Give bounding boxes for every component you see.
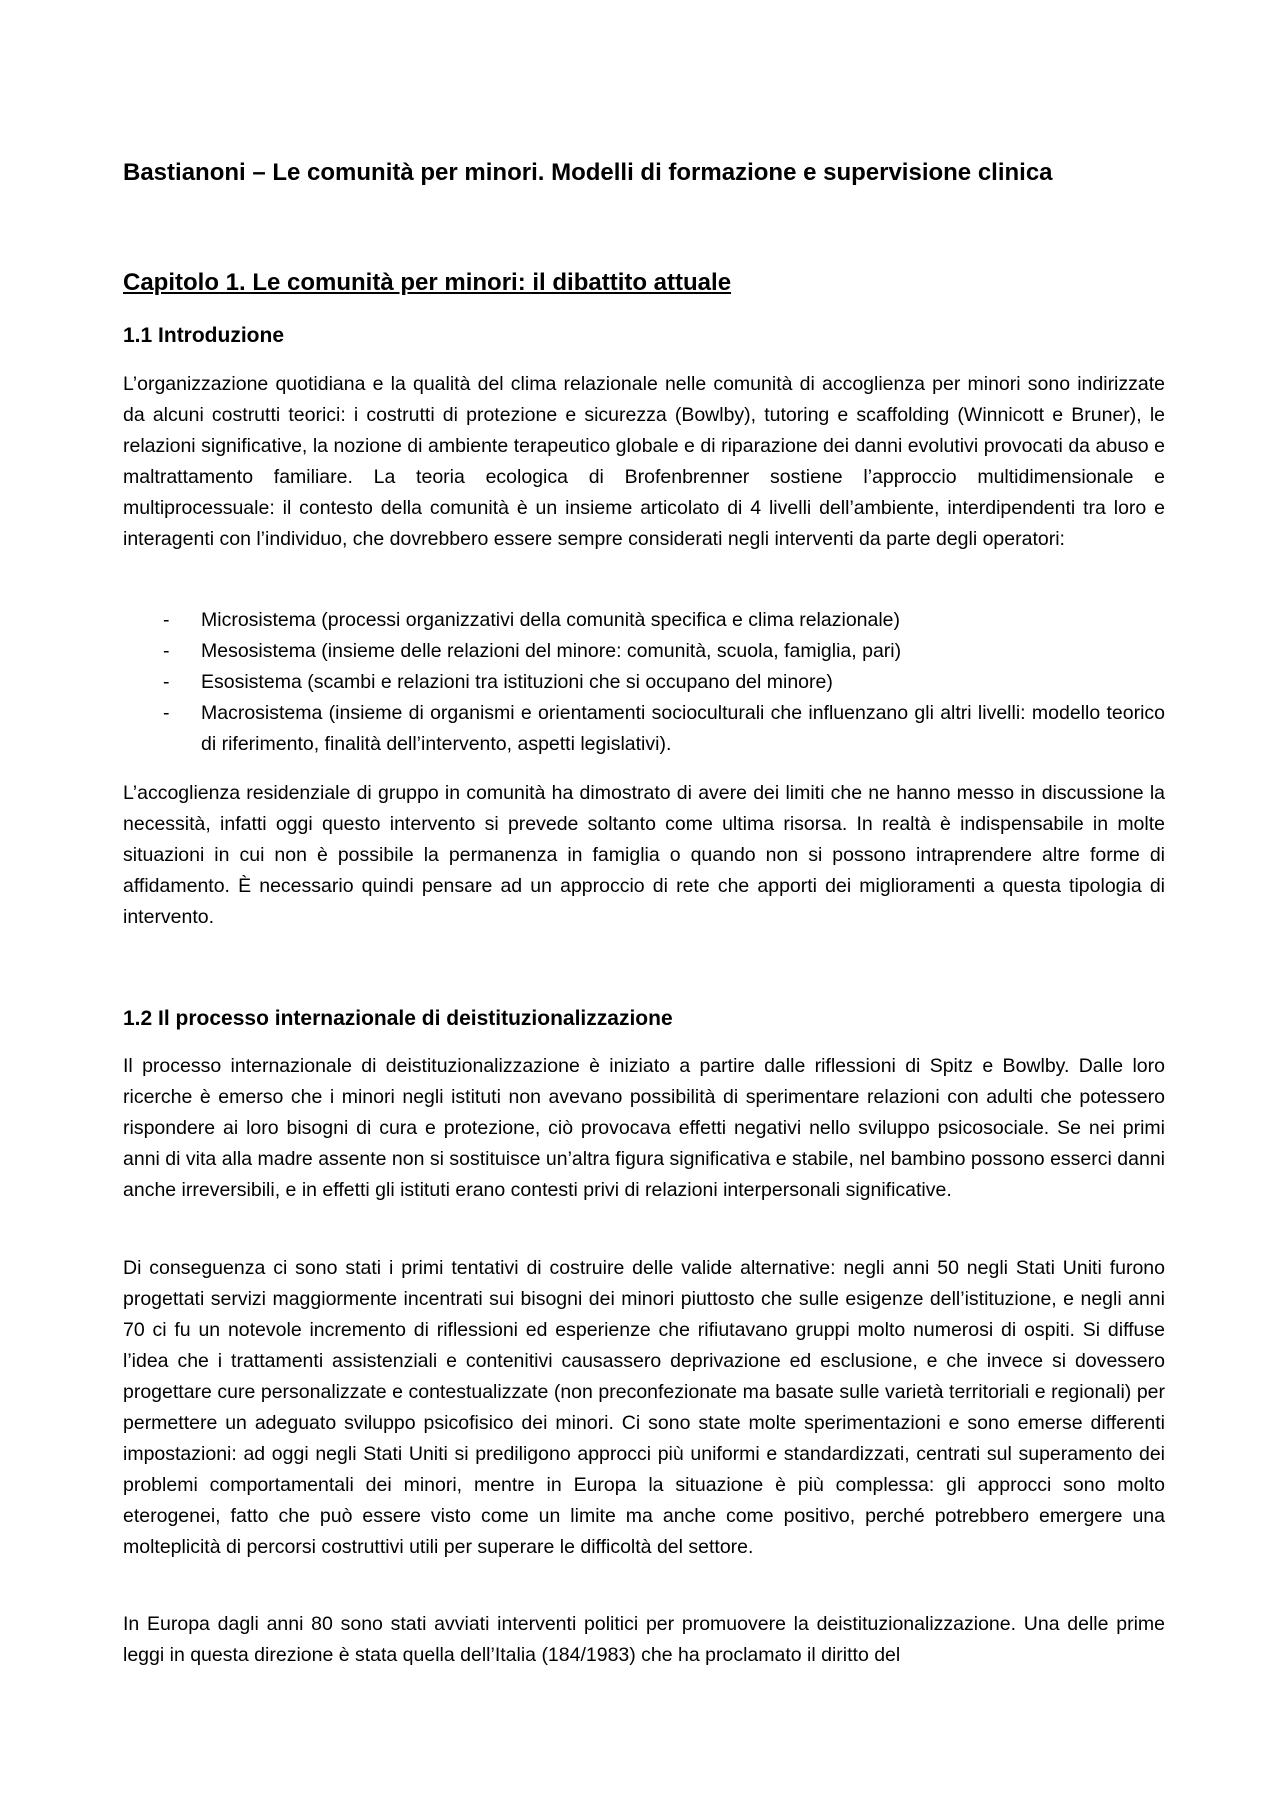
section-heading-introduzione: 1.1 Introduzione [123,324,285,347]
document-title: Bastianoni – Le comunità per minori. Modelli di formazione e supervisione clinica [123,159,1053,186]
list-item [123,636,1165,667]
closing-paragraph: L’accoglienza residenziale di gruppo in comunità ha dimostrato di avere dei limiti che ne hanno messo in discussione la necessità, infatti oggi questo intervento si prevede soltanto come ultima risorsa. In realtà è indispensabile in molte situazioni in cui non è possibile la permanenza in famiglia o quando non si possono intraprendere altre forme di affidamento. È necessario quindi pensare ad un approccio di rete che apporti dei miglioramenti a questa tipologia di intervento. [123,782,1165,928]
list-item [123,605,1165,636]
chapter-title: Capitolo 1. Le comunità per minori: il dibattito attuale [123,269,732,296]
bullet-dash: - [163,702,170,724]
list-item-text: Microsistema (processi organizzativi della comunità specifica e clima relazionale) [201,609,901,631]
body-paragraph: Il processo internazionale di deistituzionalizzazione è iniziato a partire dalle riflessioni di Spitz e Bowlby. Dalle loro ricerche è emerso che i minori negli istituti non avevano possibilità di sperimentare relazioni con adulti che potessero rispondere ai loro bisogni di cura e protezione, ciò provocava effetti negativi nello sviluppo psicosociale. Se nei primi anni di vita alla madre assente non si sostituisce un’altra figura significativa e stabile, nel bambino possono esserci danni anche irreversibili, e in effetti gli istituti erano contesti privi di relazioni interpersonali significative. [123,1055,1165,1201]
bullet-dash: - [163,671,170,693]
intro-paragraph: L’organizzazione quotidiana e la qualità del clima relazionale nelle comunità di accoglienza per minori sono indirizzate da alcuni costrutti teorici: i costrutti di protezione e sicurezza (Bowlby), tutoring e scaffolding (Winnicott e Bruner), le relazioni significative, la nozione di ambiente terapeutico globale e di riparazione dei danni evolutivi provocati da abuso e maltrattamento familiare. La teoria ecologica di Brofenbrenner sostiene l’approccio multidimensionale e multiprocessuale: il contesto della comunità è un insieme articolato di 4 livelli dell’ambiente, interdipendenti tra loro e interagenti con l’individuo, che dovrebbero essere sempre considerati negli interventi da parte degli operatori: [123,373,1165,550]
body-paragraph: Di conseguenza ci sono stati i primi tentativi di costruire delle valide alternative: negli anni 50 negli Stati Uniti furono progettati servizi maggiormente incentrati sui bisogni dei minori piuttosto che sulle esigenze dell’istituzione, e negli anni 70 ci fu un notevole incremento di riflessioni ed esperienze che rifiutavano gruppi molto numerosi di ospiti. Si diffuse l’idea che i trattamenti assistenziali e contenitivi causassero deprivazione ed esclusione, e che invece si dovessero progettare cure personalizzate e contestualizzate (non preconfezionate ma basate sulle varietà territoriali e regionali) per permettere un adeguato sviluppo psicofisico dei minori. Ci sono state molte sperimentazioni e sono emerse differenti impostazioni: ad oggi negli Stati Uniti si prediligono approcci più uniformi e standardizzati, centrati sul superamento dei problemi comportamentali dei minori, mentre in Europa la situazione è più complessa: gli approcci sono molto eterogenei, fatto che può essere visto come un limite ma anche come positivo, perché potrebbero emergere una molteplicità di percorsi costruttivi utili per superare le difficoltà del settore. [123,1257,1165,1558]
list-item [123,698,1165,760]
ecological-levels-list [123,605,1165,760]
list-item-text: Macrosistema (insieme di organismi e orientamenti socioculturali che influenzano gli altri livelli: modello teorico di riferimento, finalità dell’intervento, aspetti legislativi). [201,702,1165,755]
bullet-dash: - [163,609,170,631]
list-item-text: Mesosistema (insieme delle relazioni del minore: comunità, scuola, famiglia, pari) [201,640,902,662]
list-item-text: Esosistema (scambi e relazioni tra istituzioni che si occupano del minore) [201,671,833,693]
section-heading-deistituzionalizzazione: 1.2 Il processo internazionale di deistituzionalizzazione [123,1007,673,1030]
bullet-dash: - [163,640,170,662]
body-paragraph: In Europa dagli anni 80 sono stati avviati interventi politici per promuovere la deistituzionalizzazione. Una delle prime leggi in questa direzione è stata quella dell’Italia (184/1983) che ha proclamato il diritto del [123,1613,1165,1666]
list-item [123,667,1165,698]
